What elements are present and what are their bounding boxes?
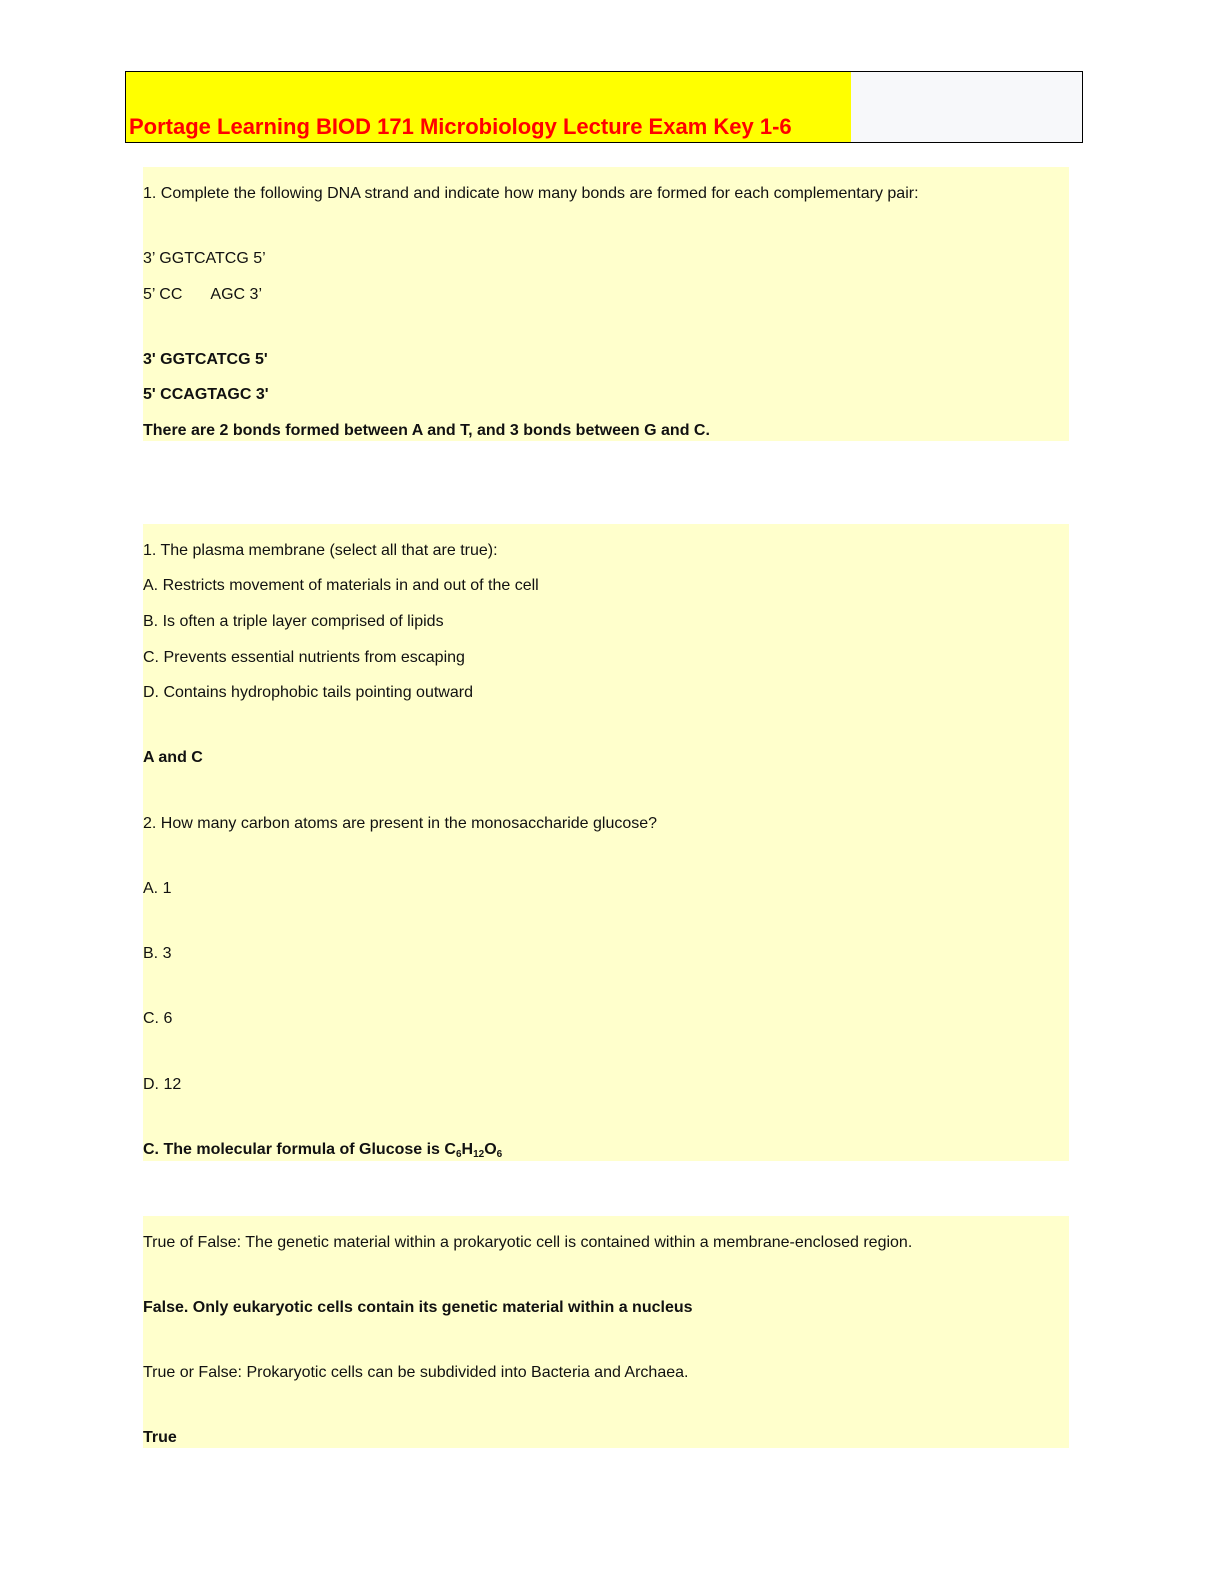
question-block-membrane-glucose — [143, 524, 1069, 1161]
document-title: Portage Learning BIOD 171 Microbiology Lecture Exam Key 1-6 — [129, 114, 792, 139]
answer-strand-bottom: 5' CCAGTAGC 3' — [143, 386, 269, 403]
question-text: 2. How many carbon atoms are present in the monosaccharide glucose? — [143, 815, 658, 832]
answer-strand-top: 3' GGTCATCG 5' — [143, 351, 268, 368]
answer-option: D. Contains hydrophobic tails pointing outward — [143, 684, 473, 701]
dna-strand-bottom-start: 5’ CC — [143, 286, 183, 303]
answer-text — [143, 1142, 502, 1158]
formula-subscript: 6 — [496, 1149, 503, 1160]
answer-text: True — [143, 1429, 177, 1446]
answer-option: C. 6 — [143, 1010, 173, 1027]
answer-option: A. 1 — [143, 880, 172, 897]
answer-option: B. 3 — [143, 945, 172, 962]
answer-option: D. 12 — [143, 1076, 182, 1093]
answer-text: False. Only eukaryotic cells contain its genetic material within a nucleus — [143, 1299, 693, 1316]
question-text: 1. Complete the following DNA strand and indicate how many bonds are formed for each complementary pair: — [143, 185, 919, 202]
formula-element: H — [461, 1141, 474, 1158]
question-block-dna — [143, 167, 1069, 441]
question-text: True or False: Prokaryotic cells can be subdivided into Bacteria and Archaea. — [143, 1364, 689, 1381]
formula-subscript: 12 — [473, 1149, 485, 1160]
question-block-prokaryotic — [143, 1216, 1069, 1448]
question-text: True of False: The genetic material within a prokaryotic cell is contained within a membrane-enclosed region. — [143, 1234, 913, 1251]
dna-strand-top: 3’ GGTCATCG 5’ — [143, 250, 266, 267]
answer-prefix: C. The molecular formula of Glucose is C — [143, 1141, 456, 1158]
formula-element: O — [484, 1141, 497, 1158]
answer-option: C. Prevents essential nutrients from escaping — [143, 649, 465, 666]
dna-strand-bottom — [143, 287, 262, 303]
dna-strand-bottom-end: AGC 3’ — [210, 286, 262, 303]
formula-subscript: 6 — [455, 1149, 462, 1160]
answer-option: B. Is often a triple layer comprised of lipids — [143, 613, 444, 630]
answer-text: A and C — [143, 749, 203, 766]
answer-option: A. Restricts movement of materials in and out of the cell — [143, 577, 539, 594]
title-banner — [125, 71, 1083, 143]
answer-note: There are 2 bonds formed between A and T, and 3 bonds between G and C. — [143, 422, 710, 439]
question-text: 1. The plasma membrane (select all that are true): — [143, 542, 498, 559]
